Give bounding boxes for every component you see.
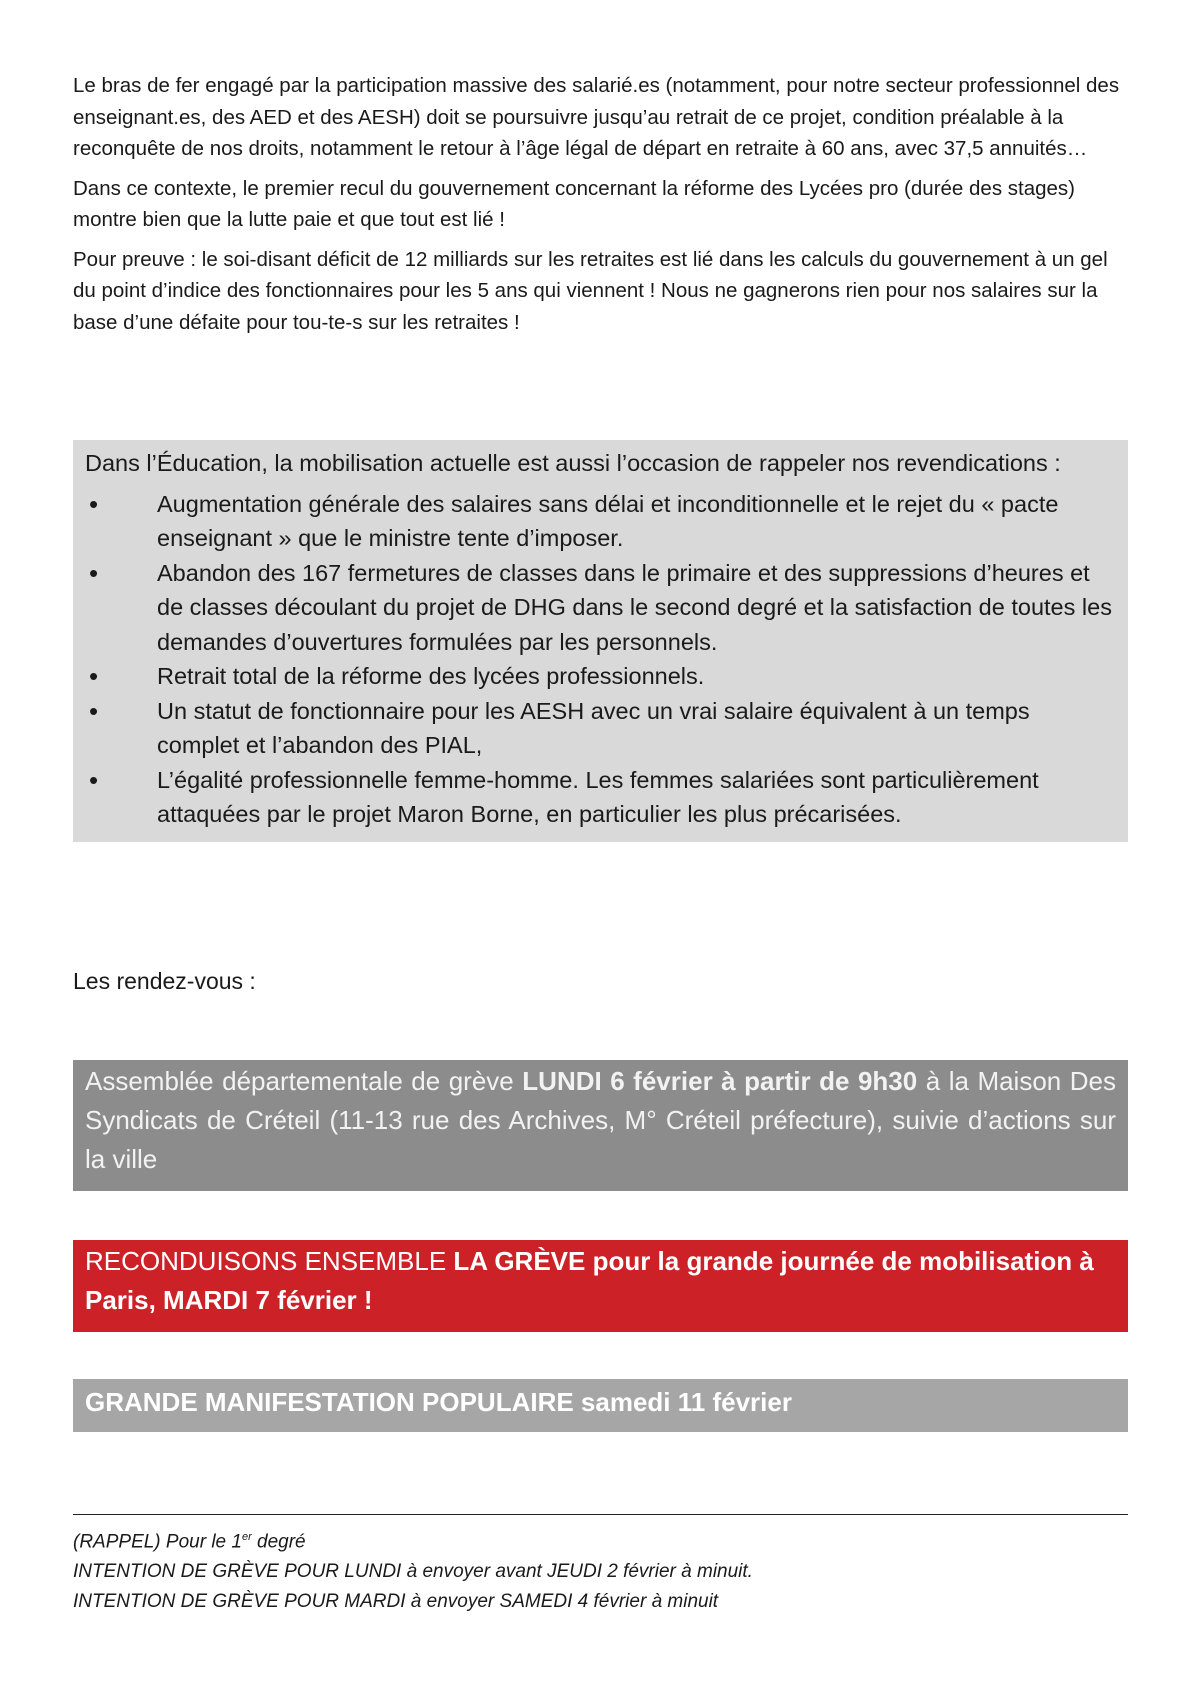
footnote-line-3: INTENTION DE GRÈVE POUR MARDI à envoyer SAMEDI 4 février à minuit bbox=[73, 1591, 719, 1613]
intro-paragraph-1: Le bras de fer engagé par la participation massive des salarié.es (notamment, pour notre secteur professionnel des enseignant.es, des AED et des AESH) doit se poursuivre jusqu’au retrait de ce projet, condition préalable à la reconquête de nos droits, notamment le retour à l’âge légal de départ en retraite à 60 ans, avec 37,5 annuités… bbox=[73, 74, 1120, 160]
bullet-icon: • bbox=[89, 661, 99, 691]
footnote-reminder: (RAPPEL) Pour le 1 bbox=[73, 1531, 242, 1553]
assembly-text: Assemblée départementale de grève bbox=[85, 1066, 523, 1096]
intro-paragraph-2: Dans ce contexte, le premier recul du gouvernement concernant la réforme des Lycées pro (durée des stages) montre bien que la lutte paie et que tout est lié ! bbox=[73, 176, 1075, 231]
bullet-icon: • bbox=[89, 557, 99, 588]
footnote-line-2: INTENTION DE GRÈVE POUR LUNDI à envoyer avant JEUDI 2 février à minuit. bbox=[73, 1561, 753, 1583]
leaflet-page bbox=[73, 70, 1128, 1613]
demonstration-text: GRANDE MANIFESTATION POPULAIRE samedi 11 février bbox=[85, 1387, 792, 1417]
claim-item bbox=[85, 556, 1116, 660]
strike-emphasis: LA GRÈVE pour la grande journée de mobilisation à Paris, MARDI 7 février ! bbox=[85, 1246, 1094, 1315]
claims-lead: Dans l’Éducation, la mobilisation actuelle est aussi l’occasion de rappeler nos revendications : bbox=[85, 450, 1061, 476]
bullet-icon: • bbox=[89, 488, 99, 519]
intro-paragraph-3: Pour preuve : le soi-disant déficit de 12 milliards sur les retraites est lié dans les calculs du gouvernement à un gel du point d’indice des fonctionnaires pour les 5 ans qui viennent ! Nous ne gagnerons rien pour nos salaires sur la base d’une défaite pour tou-te-s sur les retraites ! bbox=[73, 247, 1108, 334]
claim-text: Retrait total de la réforme des lycées professionnels. bbox=[157, 663, 705, 689]
footnote-degree: degré bbox=[251, 1531, 306, 1553]
claim-item bbox=[85, 694, 1116, 763]
claim-text: Augmentation générale des salaires sans délai et inconditionnelle et le rejet du « pacte enseignant » que le ministre tente d’imposer. bbox=[157, 490, 1059, 551]
claim-text: Un statut de fonctionnaire pour les AESH avec un vrai salaire équivalent à un temps complet et l’abandon des PIAL, bbox=[157, 697, 1030, 758]
claim-item bbox=[85, 487, 1116, 556]
assembly-banner bbox=[73, 1060, 1128, 1191]
bullet-icon: • bbox=[89, 764, 99, 795]
claims-box bbox=[73, 440, 1128, 842]
intro-section bbox=[73, 70, 1128, 338]
claim-text: Abandon des 167 fermetures de classes dans le primaire et des suppressions d’heures et de classes découlant du projet de DHG dans le second degré et la satisfaction de toutes les demandes d’ouvertures formulées par les personnels. bbox=[157, 559, 1112, 655]
footnote-line-1 bbox=[73, 1522, 753, 1557]
assembly-date: LUNDI 6 février à partir de 9h30 bbox=[522, 1066, 918, 1096]
footnotes bbox=[73, 1522, 753, 1617]
rendezvous-heading: Les rendez-vous : bbox=[73, 968, 256, 994]
strike-banner bbox=[73, 1240, 1128, 1332]
footnote-superscript: er bbox=[241, 1531, 252, 1543]
claim-text: L’égalité professionnelle femme-homme. Les femmes salariées sont particulièrement attaquées par le projet Maron Borne, en particulier les plus précarisées. bbox=[157, 766, 1039, 827]
claim-item bbox=[85, 763, 1116, 832]
claim-item bbox=[85, 659, 1116, 694]
footnote-divider bbox=[73, 1514, 1128, 1515]
strike-text: RECONDUISONS ENSEMBLE bbox=[85, 1246, 454, 1276]
claims-list bbox=[85, 487, 1116, 832]
demonstration-banner bbox=[73, 1379, 1128, 1432]
bullet-icon: • bbox=[89, 695, 99, 726]
assembly-location: à la Maison Des Syndicats de Créteil (11-13 rue des Archives, M° Créteil préfecture), suivie d’actions sur la ville bbox=[85, 1066, 1116, 1174]
